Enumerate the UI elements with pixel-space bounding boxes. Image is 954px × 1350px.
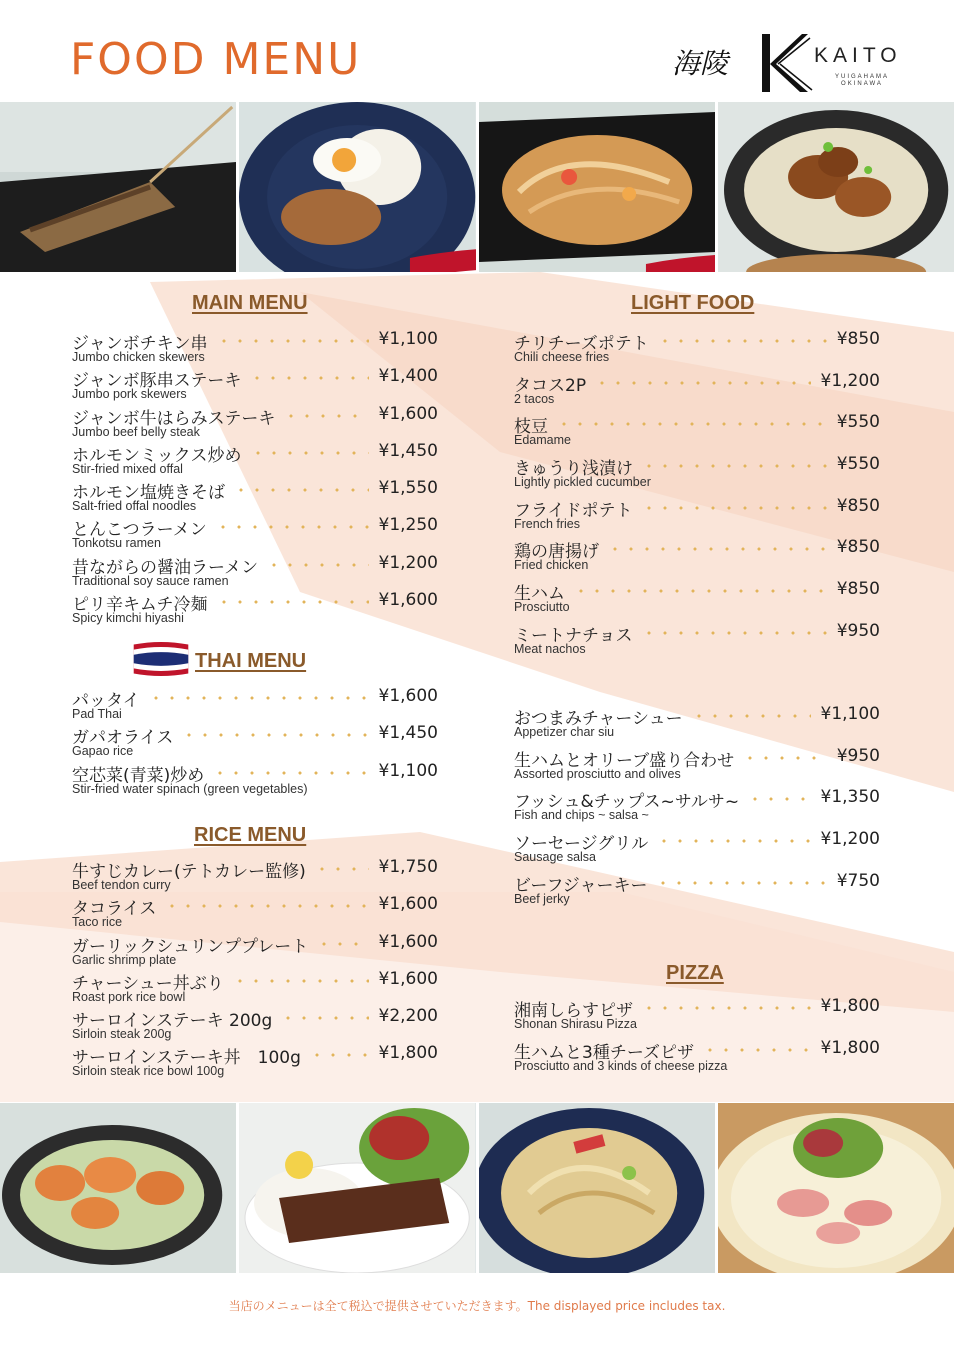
item-price: ¥1,450 [378,440,438,461]
dot-leader [655,881,827,885]
item-name-en: Sirloin steak rice bowl 100g [72,1064,225,1079]
page-title: FOOD MENU [70,34,362,85]
item-name-en: Appetizer char siu [514,725,615,739]
menu-item [514,829,880,871]
item-name-jp: とんこつラーメン [72,520,207,541]
item-name-en: Chili cheese fries [514,350,610,364]
item-price: ¥1,400 [378,366,438,387]
bottom-photo-strip [0,1103,954,1273]
pizza-list [514,996,880,1079]
item-price: ¥1,250 [378,515,438,536]
item-price: ¥1,800 [820,1037,880,1058]
k-logo-icon [758,30,814,96]
dot-leader [691,714,811,718]
item-name-jp: ピリ辛キムチ冷麺 [72,595,208,616]
item-price: ¥750 [836,870,880,891]
light-food-list [514,329,880,663]
item-name-jp: パッタイ [72,691,140,711]
item-name-en: Pad Thai [72,707,122,721]
item-name-jp: サーロインステーキ丼 100g [72,1048,301,1069]
item-name-jp: 湘南しらすピザ [514,1001,633,1021]
menu-item [514,787,880,829]
dot-leader [233,488,369,492]
item-name-jp: タコス2P [514,375,587,396]
pizza-heading: PIZZA [666,962,724,984]
item-price: ¥550 [836,412,880,433]
menu-item [514,371,880,413]
dot-leader [641,631,827,635]
dot-leader [283,414,369,418]
menu-item [72,761,438,798]
item-name-en: Edamame [514,433,571,448]
item-price: ¥550 [836,454,880,475]
item-price: ¥1,200 [820,370,880,391]
item-name-jp: 牛すじカレー(テトカレー監修) [72,862,306,882]
item-name-jp: チャーシュー丼ぶり [72,973,224,994]
item-name-en: Salt-fried offal noodles [72,499,197,514]
item-name-en: Fish and chips ~ salsa ~ [514,808,649,823]
item-name-jp: ガパオライス [72,728,174,749]
dot-leader [607,547,827,551]
item-price: ¥1,600 [378,968,438,989]
rice-menu-heading: RICE MENU [194,824,307,846]
item-name-jp: フライドポテト [514,500,633,521]
tax-note: 当店のメニューは全て税込で提供させていただきます。The displayed price includes tax. [228,1299,726,1313]
item-name-jp: チリチーズポテト [514,334,649,354]
menu-item [514,996,880,1038]
menu-item [72,857,438,894]
menu-item [514,454,880,496]
light-food-heading: LIGHT FOOD [631,292,755,314]
dot-leader [556,422,827,426]
item-name-en: Sirloin steak 200g [72,1027,172,1042]
item-name-en: French fries [514,516,580,531]
dot-leader [656,839,811,843]
dot-leader [316,942,369,946]
menu-item [72,404,438,441]
dot-leader [594,381,811,385]
item-name-en: Fried chicken [514,558,589,573]
item-name-jp: タコライス [72,899,157,920]
yakisoba-photo [479,1103,715,1273]
thai-flag-icon [639,238,715,272]
item-name-jp: きゅうり浅漬け [514,459,633,480]
item-price: ¥1,600 [378,686,438,706]
item-name-jp: 生ハムと3種チーズピザ [514,1042,694,1063]
dot-leader [148,696,369,700]
rice-menu-list [72,857,438,1081]
menu-item [514,537,880,579]
item-name-jp: ジャンボ豚串ステーキ [72,371,242,392]
item-name-jp: ホルモン塩焼きそば [72,483,225,504]
dot-leader [216,600,369,604]
brand-kanji: 海陵 [672,47,729,80]
dot-leader [280,1016,369,1020]
item-name-en: Tonkotsu ramen [72,536,161,551]
item-name-en: 2 tacos [514,391,555,406]
item-price: ¥1,100 [378,329,438,349]
item-name-jp: ジャンボチキン串 [72,334,208,354]
menu-item [514,412,880,454]
item-name-en: Spicy kimchi hiyashi [72,611,184,626]
menu-item [72,366,438,403]
dot-leader [314,867,369,871]
menu-item [514,329,880,371]
dot-leader [309,1053,369,1057]
item-name-jp: おつまみチャーシュー [514,709,683,729]
brand-location: YUIGAHAMA OKINAWA [834,74,889,87]
item-price: ¥1,800 [378,1043,438,1064]
item-name-en: Beef tendon curry [72,878,171,892]
menu-item [72,515,438,552]
item-name-en: Stir-fried water spinach (green vegetables) [72,781,308,796]
gapao-rice-photo [239,102,475,272]
brand-name: KAITO [814,44,902,67]
dot-leader [249,376,369,380]
item-name-jp: 生ハム [514,584,565,605]
item-name-jp: サーロインステーキ 200g [72,1011,273,1032]
item-price: ¥1,800 [820,996,880,1016]
menu-item [72,553,438,590]
dot-leader [641,506,827,510]
item-price: ¥1,750 [378,857,438,877]
menu-item [72,478,438,515]
menu-item [72,894,438,931]
dot-leader [250,451,369,455]
dot-leader [164,904,369,908]
dot-leader [657,339,827,343]
dot-leader [266,563,369,567]
item-name-jp: ソーセージグリル [514,834,649,855]
item-name-en: Lightly pickled cucumber [514,475,651,490]
item-name-jp: ガーリックシュリンププレート [72,936,309,957]
item-name-jp: 枝豆 [514,417,548,438]
pad-thai-photo [479,102,715,272]
item-name-jp: ビーフジャーキー [514,875,648,896]
item-name-en: Prosciutto [514,600,570,615]
item-name-en: Garlic shrimp plate [72,952,177,967]
top-photo-strip [0,102,954,272]
menu-item [514,704,880,746]
item-price: ¥850 [836,329,880,349]
item-price: ¥1,100 [378,760,438,781]
menu-item [514,496,880,538]
menu-item [514,579,880,621]
item-price: ¥1,100 [820,704,880,724]
dot-leader [573,589,827,593]
item-price: ¥1,200 [820,829,880,850]
dot-leader [215,525,369,529]
item-price: ¥2,200 [378,1006,438,1027]
item-price: ¥1,200 [378,552,438,573]
menu-item [72,1043,438,1080]
item-name-en: Jumbo chicken skewers [72,350,205,364]
offal-stirfry-photo [718,102,954,272]
menu-item [514,1038,880,1080]
item-name-en: Jumbo pork skewers [72,387,187,402]
item-price: ¥950 [836,745,880,766]
item-name-jp: 空芯菜(青菜)炒め [72,765,205,786]
item-price: ¥1,550 [378,478,438,499]
menu-item [72,969,438,1006]
item-price: ¥850 [836,537,880,558]
dot-leader [181,733,369,737]
item-name-en: Prosciutto and 3 kinds of cheese pizza [514,1058,728,1073]
item-name-en: Assorted prosciutto and olives [514,766,681,781]
item-price: ¥1,450 [378,723,438,744]
menu-item [72,723,438,760]
item-name-en: Stir-fried mixed offal [72,461,183,476]
item-name-en: Sausage salsa [514,850,597,865]
item-name-en: Taco rice [72,915,123,930]
item-name-jp: 昔ながらの醤油ラーメン [72,557,259,578]
brand-logo [672,30,912,100]
dot-leader [232,979,369,983]
main-menu-list [72,329,438,627]
menu-item [514,871,880,913]
dot-leader [702,1048,811,1052]
dot-leader [212,771,369,775]
item-name-en: Jumbo beef belly steak [72,424,200,439]
item-price: ¥1,350 [820,787,880,808]
item-price: ¥1,600 [378,590,438,611]
thai-flag-icon [403,232,475,272]
dot-leader [747,797,811,801]
prosciutto-pizza-photo [718,1103,954,1273]
snacks-list [514,704,880,912]
dot-leader [641,1006,811,1010]
item-price: ¥1,600 [378,931,438,952]
item-name-jp: ジャンボ牛はらみステーキ [72,408,276,429]
main-menu-heading: MAIN MENU [192,292,308,314]
thai-menu-list [72,686,438,798]
menu-item [72,932,438,969]
dot-leader [742,756,827,760]
item-price: ¥850 [836,495,880,516]
dot-leader [641,464,827,468]
item-price: ¥950 [836,620,880,641]
item-price: ¥1,600 [378,894,438,915]
item-price: ¥850 [836,579,880,600]
menu-item [72,686,438,723]
thai-menu-heading: THAI MENU [195,650,307,672]
menu-item [72,441,438,478]
menu-item [514,621,880,663]
item-name-en: Meat nachos [514,641,586,656]
dot-leader [216,339,369,343]
item-name-jp: ミートナチョス [514,625,633,646]
item-name-en: Shonan Shirasu Pizza [514,1017,637,1031]
item-name-en: Gapao rice [72,744,134,759]
item-name-en: Beef jerky [514,891,570,906]
thai-flag-icon [132,641,190,677]
menu-item [72,329,438,366]
chicken-skewer-photo [0,102,236,272]
item-name-jp: 生ハムとオリーブ盛り合わせ [514,750,735,771]
garlic-shrimp-photo [0,1103,236,1273]
item-price: ¥1,600 [378,403,438,424]
item-name-jp: ホルモンミックス炒め [72,445,242,466]
item-name-jp: フッシュ&チップス~サルサ~ [514,792,740,813]
sirloin-steak-rice-photo [239,1103,475,1273]
menu-item [72,590,438,627]
menu-item [514,746,880,788]
item-name-en: Traditional soy sauce ramen [72,573,229,588]
item-name-en: Roast pork rice bowl [72,989,186,1004]
menu-item [72,1006,438,1043]
item-name-jp: 鶏の唐揚げ [514,542,599,563]
